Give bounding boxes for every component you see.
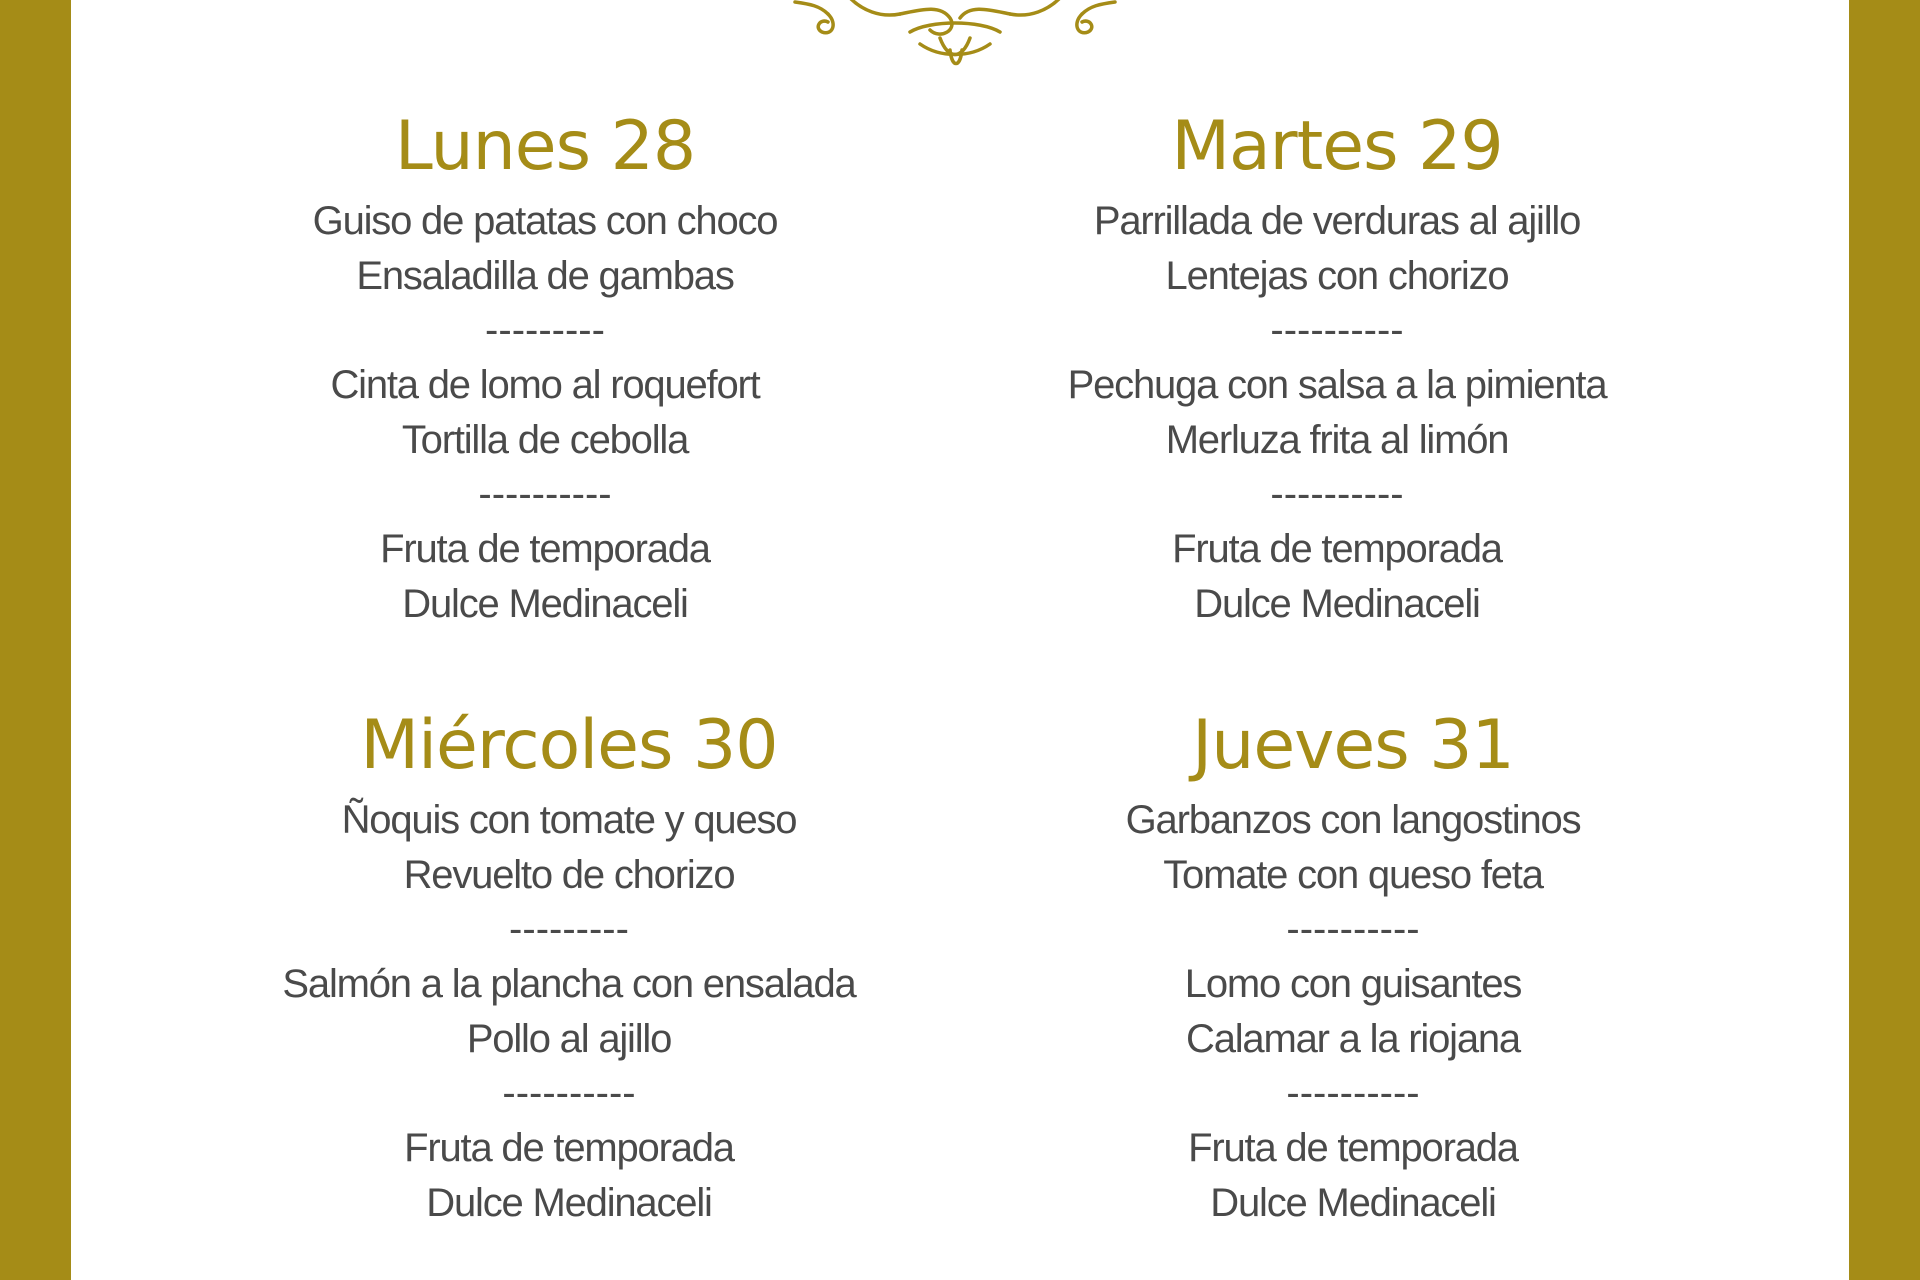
- menu-item: Dulce Medinaceli: [402, 581, 688, 626]
- day-title: Martes 29: [1171, 107, 1503, 186]
- separator: ----------: [502, 1071, 636, 1116]
- menu-item: Dulce Medinaceli: [1194, 581, 1480, 626]
- right-gold-border: [1849, 0, 1920, 1280]
- menu-item: Fruta de temporada: [1188, 1126, 1518, 1171]
- left-gold-border: [0, 0, 71, 1280]
- menu-item: Pollo al ajillo: [466, 1016, 672, 1061]
- menu-item: Salmón a la plancha con ensalada: [282, 962, 856, 1007]
- day-title: Miércoles 30: [360, 706, 778, 785]
- day-title: Lunes 28: [394, 107, 696, 186]
- menu-item: Merluza frita al limón: [1165, 417, 1509, 462]
- menu-item: Ensaladilla de gambas: [356, 253, 734, 298]
- day-title: Jueves 31: [1192, 706, 1514, 785]
- menu-item: Lomo con guisantes: [1184, 962, 1522, 1007]
- separator: ----------: [1270, 308, 1404, 353]
- day-section-jueves: [993, 703, 1713, 1231]
- separator: ---------: [509, 907, 629, 952]
- day-section-martes: [977, 104, 1697, 632]
- separator: ----------: [1270, 472, 1404, 517]
- menu-item: Guiso de patatas con choco: [312, 199, 778, 243]
- menu-item: Tortilla de cebolla: [401, 417, 689, 462]
- menu-item: Revuelto de chorizo: [403, 852, 735, 897]
- separator: ----------: [1286, 907, 1420, 952]
- menu-item: Fruta de temporada: [1172, 527, 1502, 572]
- separator: ----------: [478, 472, 612, 517]
- day-section-lunes: [185, 104, 905, 632]
- separator: ----------: [1286, 1071, 1420, 1116]
- menu-item: Parrillada de verduras al ajillo: [1093, 199, 1581, 243]
- menu-item: Dulce Medinaceli: [1210, 1180, 1496, 1225]
- menu-item: Calamar a la riojana: [1186, 1016, 1520, 1061]
- menu-item: Dulce Medinaceli: [426, 1180, 712, 1225]
- gold-flourish-icon: [790, 0, 1120, 75]
- menu-item: Cinta de lomo al roquefort: [330, 363, 760, 408]
- menu-item: Garbanzos con langostinos: [1125, 798, 1581, 842]
- menu-item: Tomate con queso feta: [1163, 852, 1543, 897]
- menu-item: Pechuga con salsa a la pimienta: [1067, 363, 1607, 408]
- menu-item: Fruta de temporada: [404, 1126, 734, 1171]
- menu-item: Lentejas con chorizo: [1165, 253, 1509, 298]
- menu-item: Ñoquis con tomate y queso: [341, 798, 797, 842]
- day-section-miercoles: [209, 703, 929, 1231]
- separator: ---------: [485, 308, 605, 353]
- menu-item: Fruta de temporada: [380, 527, 710, 572]
